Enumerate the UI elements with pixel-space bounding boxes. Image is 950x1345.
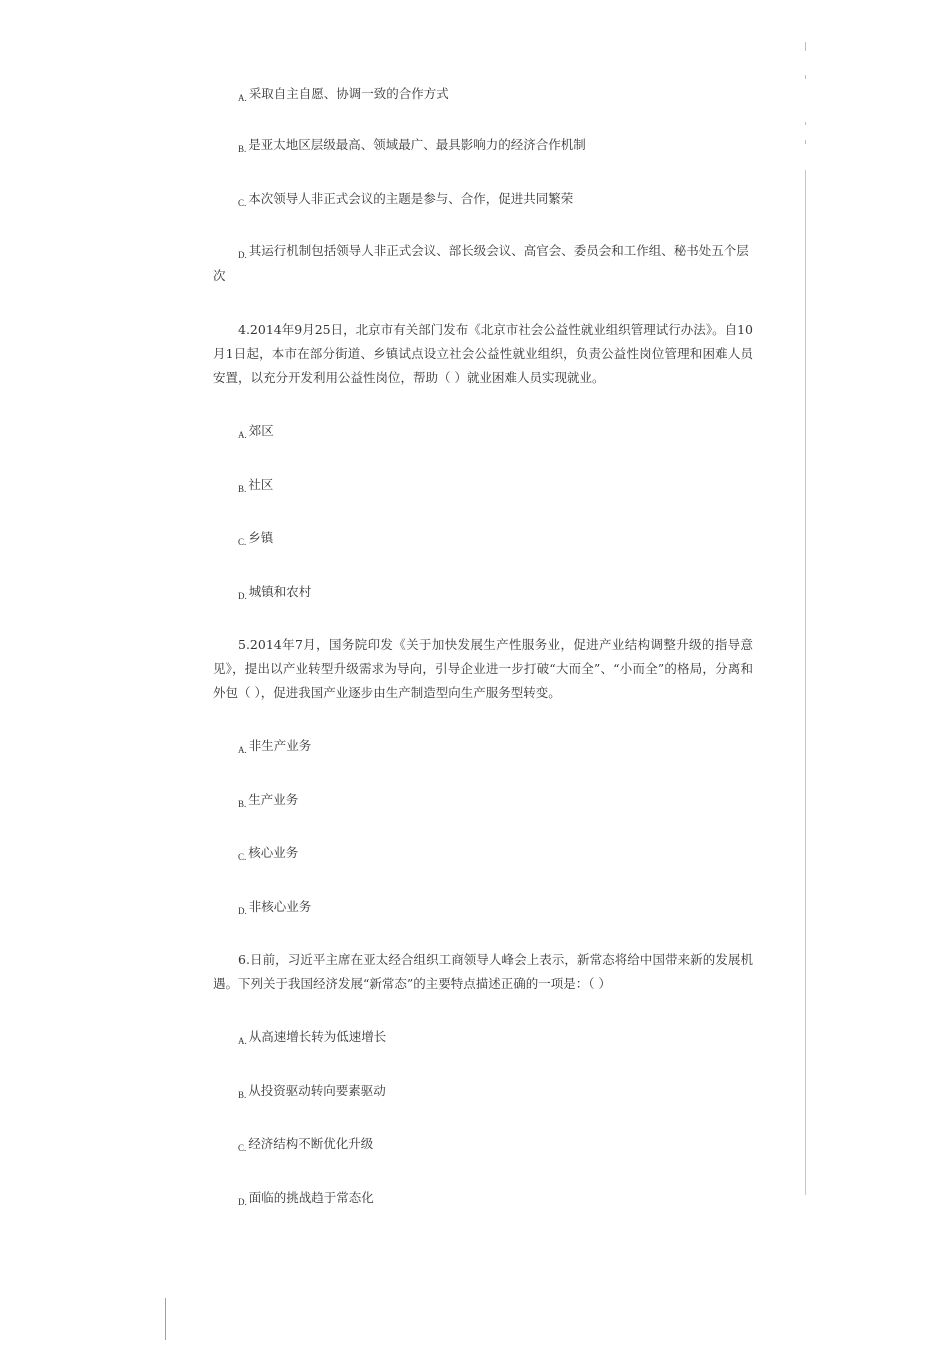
option-letter: C. [238, 1143, 247, 1153]
option-letter: D. [238, 250, 247, 260]
q3-option-d [213, 239, 753, 288]
q5-option-a [238, 737, 311, 756]
option-letter: A. [238, 93, 247, 103]
option-text: 生产业务 [248, 792, 299, 807]
q4-stem: 4.2014年9月25日，北京市有关部门发布《北京市社会公益性就业组织管理试行办法》。自10月1日起，本市在部分街道、乡镇试点设立社会公益性就业组织，负责公益性岗位管理和困难人员安置，以充分开发利用公益性岗位，帮助（ ）就业困难人员实现就业。 [213, 322, 753, 385]
option-text: 采取自主自愿、协调一致的合作方式 [248, 86, 449, 101]
q5-option-c [238, 844, 298, 863]
option-letter: A. [238, 745, 247, 755]
q4-option-d [238, 583, 311, 602]
option-letter: B. [238, 799, 247, 809]
q5-option-b [238, 791, 298, 810]
option-letter: D. [238, 591, 247, 601]
option-text: 乡镇 [248, 530, 274, 545]
option-text: 非核心业务 [248, 899, 312, 914]
option-letter: C. [238, 852, 247, 862]
option-text: 其运行机制包括领导人非正式会议、部长级会议、高官会、委员会和工作组、秘书处五个层次 [213, 243, 749, 283]
option-text: 非生产业务 [248, 738, 312, 753]
option-text: 面临的挑战趋于常态化 [248, 1190, 374, 1205]
option-letter: B. [238, 144, 247, 154]
q6-stem: 6.日前，习近平主席在亚太经合组织工商领导人峰会上表示，新常态将给中国带来新的发展机遇。下列关于我国经济发展“新常态”的主要特点描述正确的一项是：（ ） [213, 952, 753, 991]
option-text: 城镇和农村 [248, 584, 312, 599]
q5-stem: 5.2014年7月，国务院印发《关于加快发展生产性服务业，促进产业结构调整升级的指导意见》，提出以产业转型升级需求为导向，引导企业进一步打破“大而全”、“小而全”的格局，分离和外包（ ），促进我国产业逐步由生产制造型向生产服务型转变。 [213, 637, 753, 700]
margin-tick [805, 122, 806, 125]
margin-tick [805, 75, 806, 79]
q3-option-a [238, 85, 449, 104]
option-text: 社区 [248, 477, 274, 492]
q4-option-a [238, 422, 274, 441]
option-letter: A. [238, 1036, 247, 1046]
option-text: 核心业务 [248, 845, 299, 860]
option-text: 从高速增长转为低速增长 [248, 1029, 387, 1044]
option-letter: A. [238, 430, 247, 440]
option-text: 是亚太地区层级最高、领域最广、最具影响力的经济合作机制 [248, 137, 586, 152]
option-letter: B. [238, 1090, 247, 1100]
margin-tick [805, 140, 806, 144]
option-text: 本次领导人非正式会议的主题是参与、合作，促进共同繁荣 [248, 191, 574, 206]
q6-option-d [238, 1189, 374, 1208]
q6-option-a [238, 1028, 386, 1047]
margin-tick [805, 42, 806, 51]
option-text: 经济结构不断优化升级 [248, 1136, 374, 1151]
option-letter: C. [238, 537, 247, 547]
q4-option-b [238, 476, 273, 495]
q6-option-c [238, 1135, 373, 1154]
q4-option-c [238, 529, 273, 548]
option-text: 郊区 [248, 423, 274, 438]
q6-option-b [238, 1082, 386, 1101]
q3-option-c [238, 190, 573, 209]
option-text: 从投资驱动转向要素驱动 [248, 1083, 386, 1098]
right-margin-line [805, 170, 806, 1195]
option-letter: B. [238, 484, 247, 494]
option-letter: D. [238, 906, 247, 916]
left-crop-line [165, 1298, 166, 1340]
option-letter: D. [238, 1197, 247, 1207]
option-letter: C. [238, 198, 247, 208]
q5-option-d [238, 898, 311, 917]
q3-option-b [238, 136, 586, 155]
